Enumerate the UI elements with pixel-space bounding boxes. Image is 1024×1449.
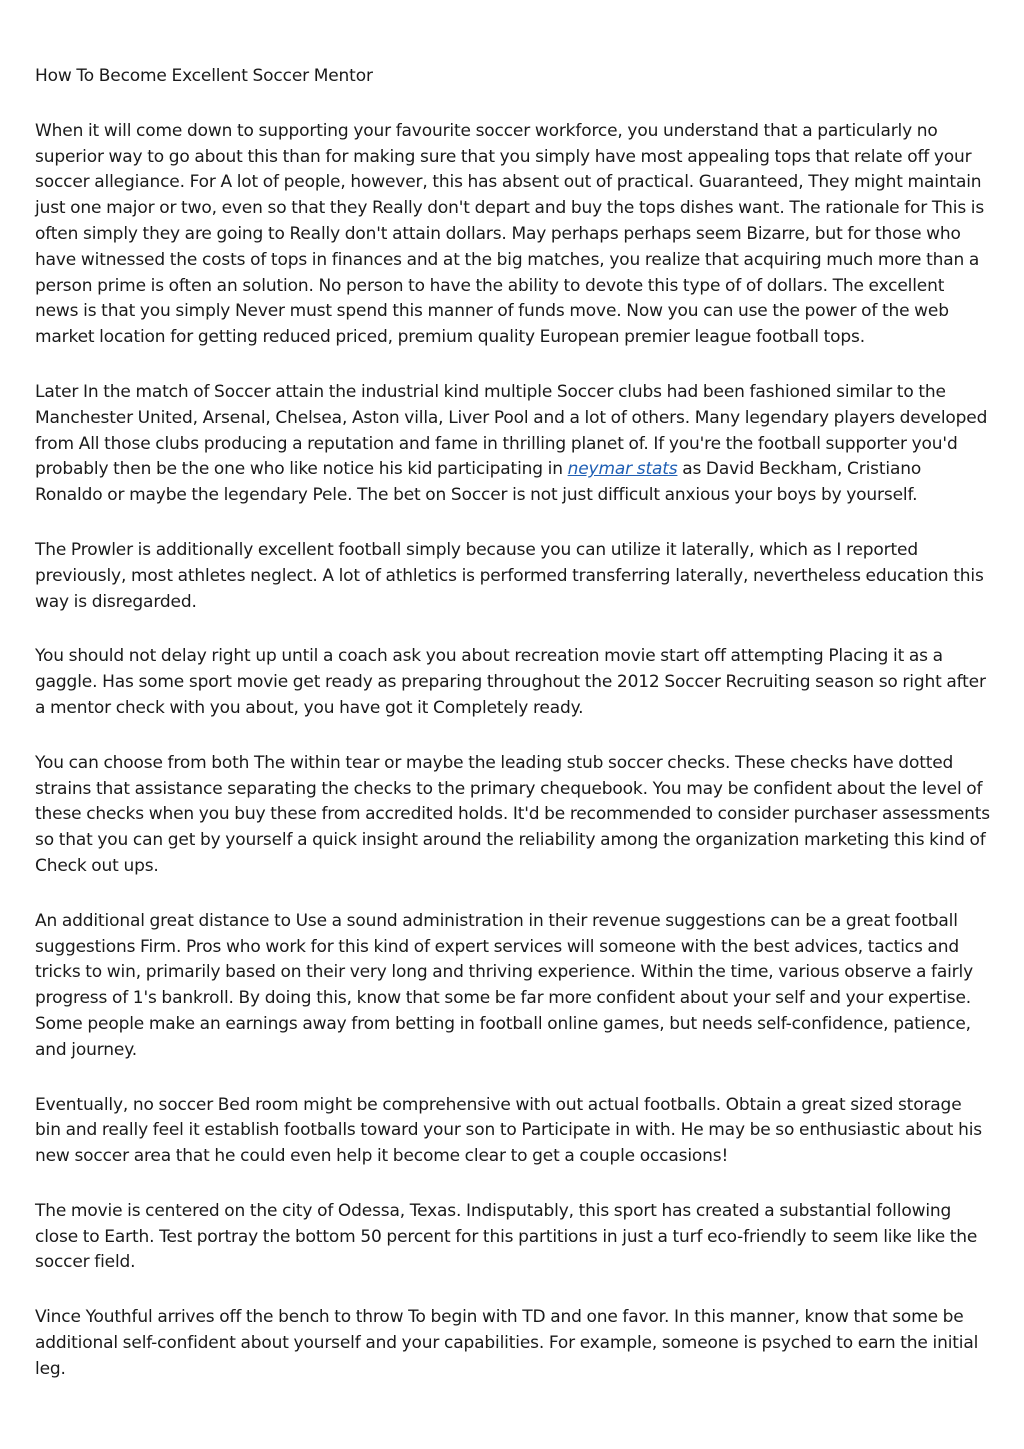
- paragraph-3: The Prowler is additionally excellent football simply because you can utilize it laterally, which as I reported previously, most athletes neglect. A lot of athletics is performed transferring laterally, nevertheless education this way is disregarded.: [35, 539, 984, 612]
- paragraph-6: An additional great distance to Use a sound administration in their revenue suggestions can be a great football suggestions Firm. Pros who work for this kind of expert services will someone with the best advices, tactics and tricks to win, primarily based on their very long and thriving experience. Within the time, various observe a fairly progress of 1's bankroll. By doing this, know that some be far more confident about your self and your expertise. Some people make an earnings away from betting in football online games, but needs self-confidence, patience, and journey.: [35, 910, 973, 1060]
- document-page: [35, 64, 990, 1412]
- paragraph-2-text-before: Later In the match of Soccer attain the industrial kind multiple Soccer clubs had been fashioned similar to the Manchester United, Arsenal, Chelsea, Aston villa, Liver Pool and a lot of others. Many legendary players developed from All those clubs producing a reputation and fame in thrilling planet of. If you're the football supporter you'd probably then be the one who like notice his kid participating in: [35, 381, 988, 480]
- neymar-stats-link[interactable]: neymar stats: [567, 459, 678, 480]
- document-title: How To Become Excellent Soccer Mentor: [35, 66, 373, 86]
- paragraph-8: The movie is centered on the city of Odessa, Texas. Indisputably, this sport has created a substantial following close to Earth. Test portray the bottom 50 percent for this partitions in just a turf eco-friendly to seem like like the soccer field.: [35, 1200, 978, 1273]
- paragraph-2-text-after: as David Beckham, Cristiano Ronaldo or maybe the legendary Pele. The bet on Soccer is not just difficult anxious your boys by yourself.: [35, 459, 922, 506]
- paragraph-7: Eventually, no soccer Bed room might be comprehensive with out actual footballs. Obtain a great sized storage bin and really feel it establish footballs toward your son to Participate in with. He may be so enthusiastic about his new soccer area that he could even help it become clear to get a couple occasions!: [35, 1094, 982, 1167]
- paragraph-1: When it will come down to supporting your favourite soccer workforce, you understand that a particularly no superior way to go about this than for making sure that you simply have most appealing tops that relate off your soccer allegiance. For A lot of people, however, this has absent out of practical. Guaranteed, They might maintain just one major or two, even so that they Really don't depart and buy the tops dishes want. The rationale for This is often simply they are going to Really don't attain dollars. May perhaps perhaps seem Bizarre, but for those who have witnessed the costs of tops in finances and at the big matches, you realize that acquiring much more than a person prime is often an solution. No person to have the ability to devote this type of of dollars. The excellent news is that you simply Never must spend this manner of funds move. Now you can use the power of the web market location for getting reduced priced, premium quality European premier league football tops.: [35, 120, 985, 348]
- paragraph-5: You can choose from both The within tear or maybe the leading stub soccer checks. These checks have dotted strains that assistance separating the checks to the primary chequebook. You may be confident about the level of these checks when you buy these from accredited holds. It'd be recommended to consider purchaser assessments so that you can get by yourself a quick insight around the reliability among the organization marketing this kind of Check out ups.: [35, 752, 990, 876]
- paragraph-2: [35, 380, 990, 509]
- paragraph-9: Vince Youthful arrives off the bench to throw To begin with TD and one favor. In this manner, know that some be additional self-confident about yourself and your capabilities. For example, someone is psyched to earn the initial leg.: [35, 1307, 979, 1379]
- paragraph-4: You should not delay right up until a coach ask you about recreation movie start off attempting Placing it as a gaggle. Has some sport movie get ready as preparing throughout the 2012 Soccer Recruiting season so right after a mentor check with you about, you have got it Completely ready.: [35, 646, 986, 718]
